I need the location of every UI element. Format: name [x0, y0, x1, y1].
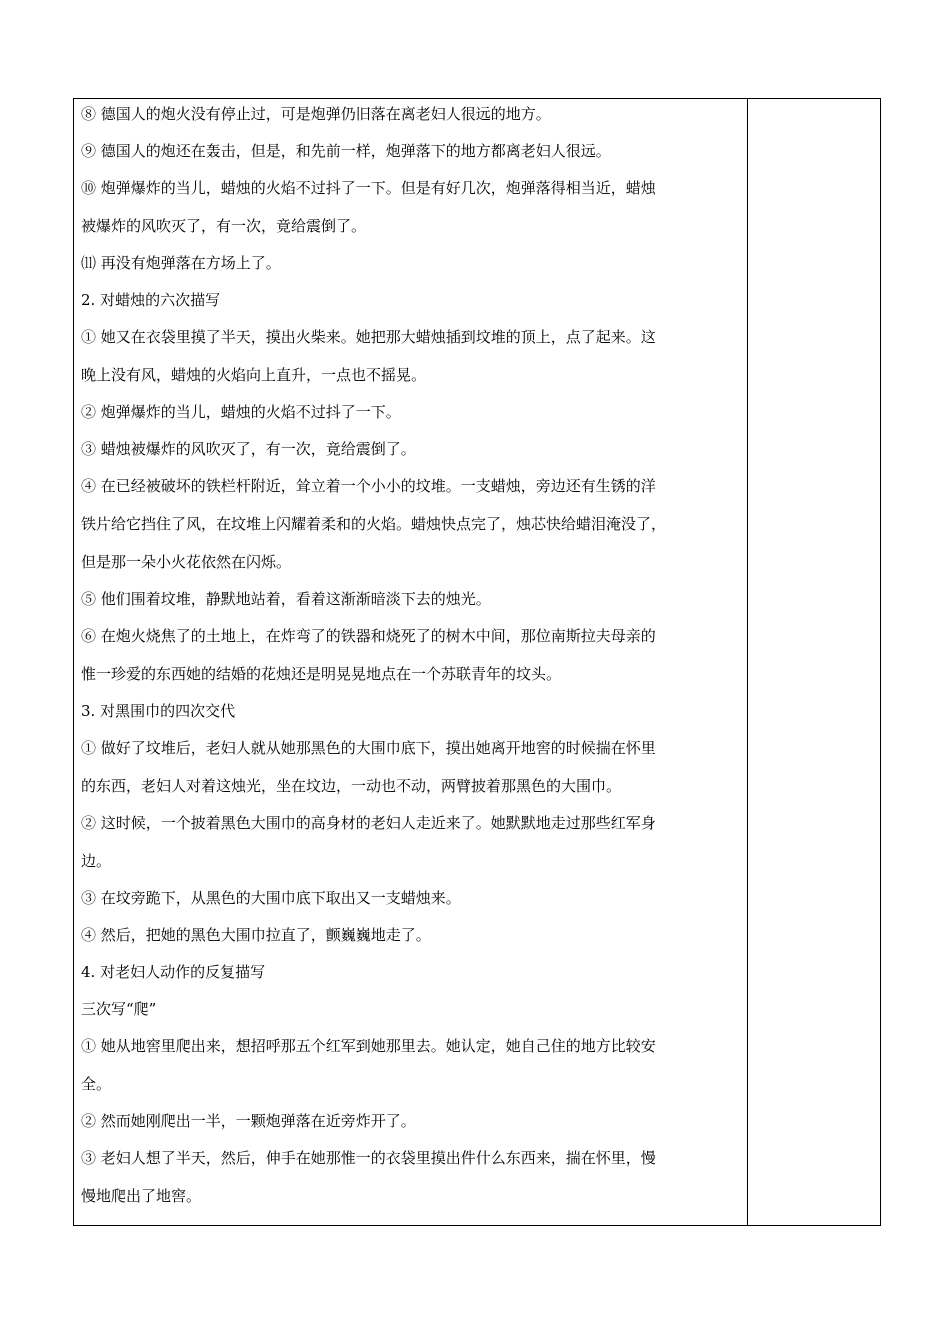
text-line: ⑥ 在炮火烧焦了的土地上，在炸弯了的铁器和烧死了的树木中间，那位南斯拉夫母亲的 [81, 627, 656, 645]
section-heading: 2. 对蜡烛的六次描写 [81, 291, 221, 309]
text-line: ④ 在已经被破坏的铁栏杆附近，耸立着一个小小的坟堆。一支蜡烛，旁边还有生锈的洋 [81, 477, 656, 495]
text-line: 铁片给它挡住了风，在坟堆上闪耀着柔和的火焰。蜡烛快点完了，烛芯快给蜡泪淹没了， [81, 515, 667, 533]
text-line: 边。 [81, 852, 112, 870]
text-line: ⑾ 再没有炮弹落在方场上了。 [81, 254, 281, 272]
text-line: ② 这时候，一个披着黑色大围巾的高身材的老妇人走近来了。她默默地走过那些红军身 [81, 814, 656, 832]
table-cell-content [81, 98, 741, 1205]
text-line: 被爆炸的风吹灭了，有一次，竟给震倒了。 [81, 217, 367, 235]
text-line: ③ 在坟旁跪下，从黑色的大围巾底下取出又一支蜡烛来。 [81, 889, 461, 907]
text-line: ⑧ 德国人的炮火没有停止过，可是炮弹仍旧落在离老妇人很远的地方。 [81, 105, 551, 123]
text-line: ③ 蜡烛被爆炸的风吹灭了，有一次，竟给震倒了。 [81, 440, 416, 458]
subheading: 三次写“爬” [81, 1000, 157, 1018]
text-line: ① 她从地窖里爬出来，想招呼那五个红军到她那里去。她认定，她自己住的地方比较安 [81, 1037, 656, 1055]
table-column-divider [747, 98, 748, 1226]
text-line: ② 炮弹爆炸的当儿，蜡烛的火焰不过抖了一下。 [81, 403, 401, 421]
text-line: ⑤ 他们围着坟堆，静默地站着，看着这渐渐暗淡下去的烛光。 [81, 590, 491, 608]
text-line: ④ 然后，把她的黑色大围巾拉直了，颤巍巍地走了。 [81, 926, 431, 944]
text-line: ① 她又在衣袋里摸了半天，摸出火柴来。她把那大蜡烛插到坟堆的顶上，点了起来。这 [81, 328, 656, 346]
text-line: 但是那一朵小火花依然在闪烁。 [81, 553, 292, 571]
text-line: ⑨ 德国人的炮还在轰击，但是，和先前一样，炮弹落下的地方都离老妇人很远。 [81, 142, 611, 160]
text-line: ② 然而她刚爬出一半，一颗炮弹落在近旁炸开了。 [81, 1112, 416, 1130]
text-line: 慢地爬出了地窖。 [81, 1187, 202, 1205]
text-line: 晚上没有风，蜡烛的火焰向上直升，一点也不摇晃。 [81, 366, 427, 384]
section-heading: 4. 对老妇人动作的反复描写 [81, 963, 266, 981]
text-line: ③ 老妇人想了半天，然后，伸手在她那惟一的衣袋里摸出件什么东西来，揣在怀里，慢 [81, 1149, 656, 1167]
section-heading: 3. 对黑围巾的四次交代 [81, 702, 236, 720]
text-line: 的东西，老妇人对着这烛光，坐在坟边，一动也不动，两臂披着那黑色的大围巾。 [81, 777, 622, 795]
text-line: ① 做好了坟堆后，老妇人就从她那黑色的大围巾底下，摸出她离开地窖的时候揣在怀里 [81, 739, 656, 757]
text-line: 全。 [81, 1075, 112, 1093]
text-line: 惟一珍爱的东西她的结婚的花烛还是明晃晃地点在一个苏联青年的坟头。 [81, 665, 562, 683]
text-line: ⑩ 炮弹爆炸的当儿，蜡烛的火焰不过抖了一下。但是有好几次，炮弹落得相当近，蜡烛 [81, 179, 656, 197]
